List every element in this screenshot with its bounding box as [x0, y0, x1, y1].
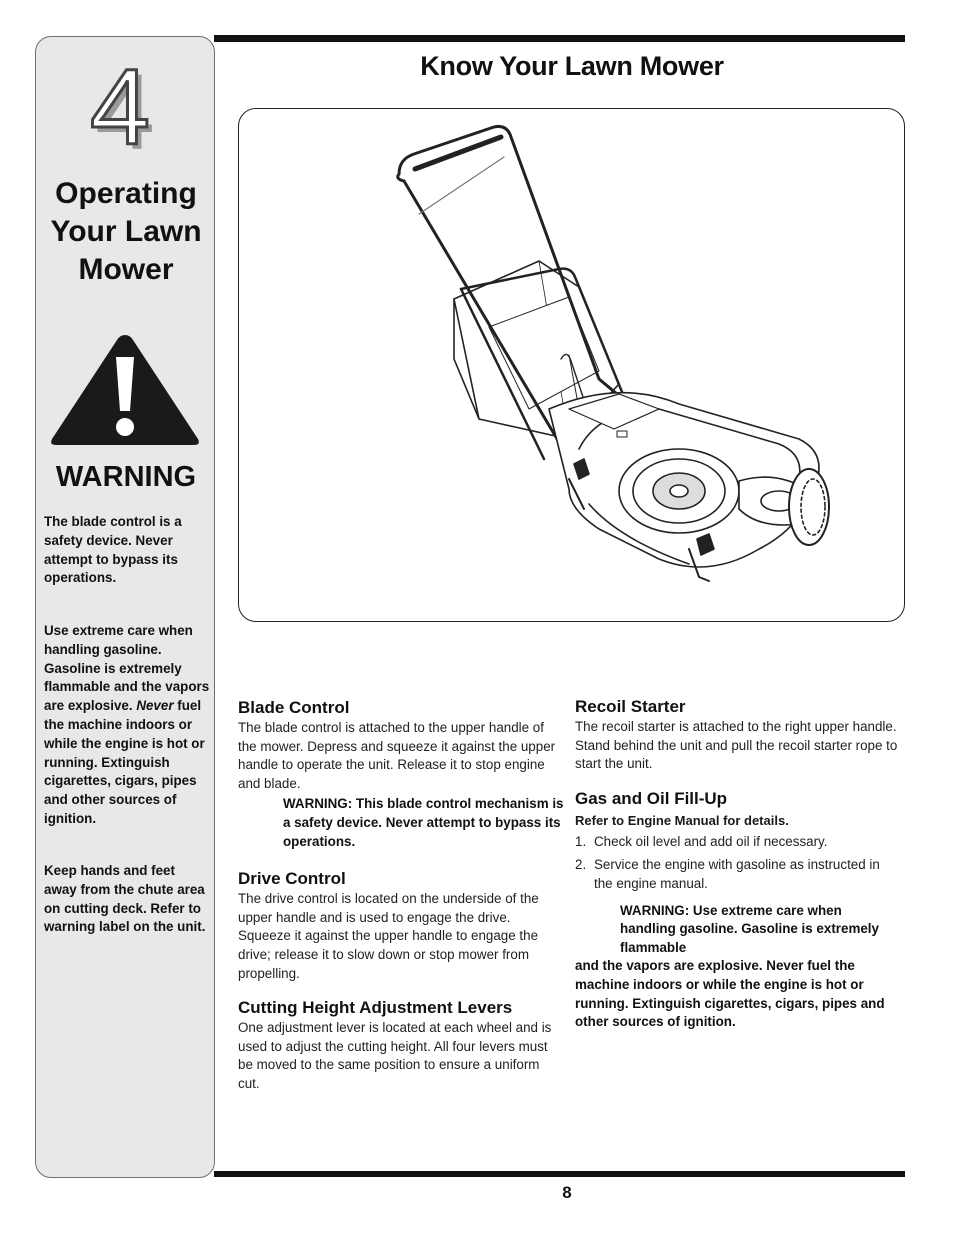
- top-rule: [214, 35, 905, 42]
- chapter-title-line: Your Lawn: [50, 215, 202, 248]
- lawn-mower-illustration: [238, 108, 905, 622]
- warning-heading: WARNING: [55, 461, 197, 493]
- list-item: [575, 856, 901, 893]
- step-number: 1.: [575, 833, 587, 849]
- gas-oil-warning-lead: WARNING: Use extreme care when handling gasoline. Gasoline is extremely flammable: [620, 902, 879, 955]
- chapter-title: [36, 175, 216, 289]
- page-title: Know Your Lawn Mower: [420, 51, 724, 81]
- gas-oil-warning-rest: and the vapors are explosive. Never fuel the machine indoors or while the engine is hot or running. Extinguish cigarettes, cigars, pipes and other sources of ignition.: [575, 958, 885, 1030]
- cutting-height-body: One adjustment lever is located at each wheel and is used to adjust the cutting height. All four levers must be moved to the same position to ensure a uniform cut.: [238, 1020, 552, 1091]
- warning-triangle-icon: [48, 331, 202, 449]
- warning-gasoline-part: fuel the machine indoors or while the engine is hot or running. Extinguish cigarettes, cigars, pipes and other sources of ignition.: [44, 698, 205, 826]
- cutting-height-heading: Cutting Height Adjustment Levers: [238, 998, 513, 1018]
- blade-control-warning: WARNING: This blade control mechanism is a safety device. Never attempt to bypass its operations.: [283, 796, 564, 849]
- bottom-rule: [214, 1171, 905, 1177]
- recoil-starter-body: The recoil starter is attached to the right upper handle. Stand behind the unit and pull the recoil starter rope to start the unit.: [575, 719, 898, 772]
- recoil-starter-heading: Recoil Starter: [575, 697, 686, 716]
- left-column: [238, 697, 564, 1094]
- gas-oil-heading: Gas and Oil Fill-Up: [575, 788, 728, 808]
- gas-oil-steps: [575, 833, 901, 894]
- warning-hands-feet: Keep hands and feet away from the chute area on cutting deck. Refer to warning label on the unit.: [44, 863, 206, 935]
- warning-gasoline-emphasis: Never: [136, 698, 174, 714]
- lawn-mower-icon: [239, 109, 906, 623]
- warning-gasoline: [44, 622, 210, 829]
- chapter-title-line: Operating: [55, 177, 197, 210]
- warning-gasoline-part: Use extreme care when handling gasoline. Gasoline is extremely flammable and the vapors are explosive.: [44, 623, 210, 714]
- blade-control-heading: Blade Control: [238, 698, 350, 717]
- chapter-number: 4: [90, 46, 151, 167]
- step-text: Service the engine with gasoline as instructed in the engine manual.: [594, 857, 880, 891]
- step-number: 2.: [575, 857, 587, 873]
- drive-control-heading: Drive Control: [238, 869, 346, 889]
- page-number: 8: [562, 1183, 572, 1202]
- right-column: [575, 696, 901, 1032]
- blade-control-body: The blade control is attached to the upper handle of the mower. Depress and squeeze it against the upper handle to operate the unit. Release it to stop engine and blade.: [238, 720, 556, 791]
- warning-blade-control: The blade control is a safety device. Never attempt to bypass its operations.: [44, 514, 182, 586]
- step-text: Check oil level and add oil if necessary.: [594, 833, 828, 849]
- chapter-sidebar: [35, 36, 215, 1178]
- drive-control-body: The drive control is located on the underside of the upper handle and is used to engage the drive. Squeeze it against the upper handle to engage the drive; release it to slow down or stop mower from propelling.: [238, 891, 539, 981]
- chapter-title-line: Mower: [78, 253, 174, 286]
- gas-oil-subheading: Refer to Engine Manual for details.: [575, 812, 789, 828]
- list-item: [575, 833, 901, 852]
